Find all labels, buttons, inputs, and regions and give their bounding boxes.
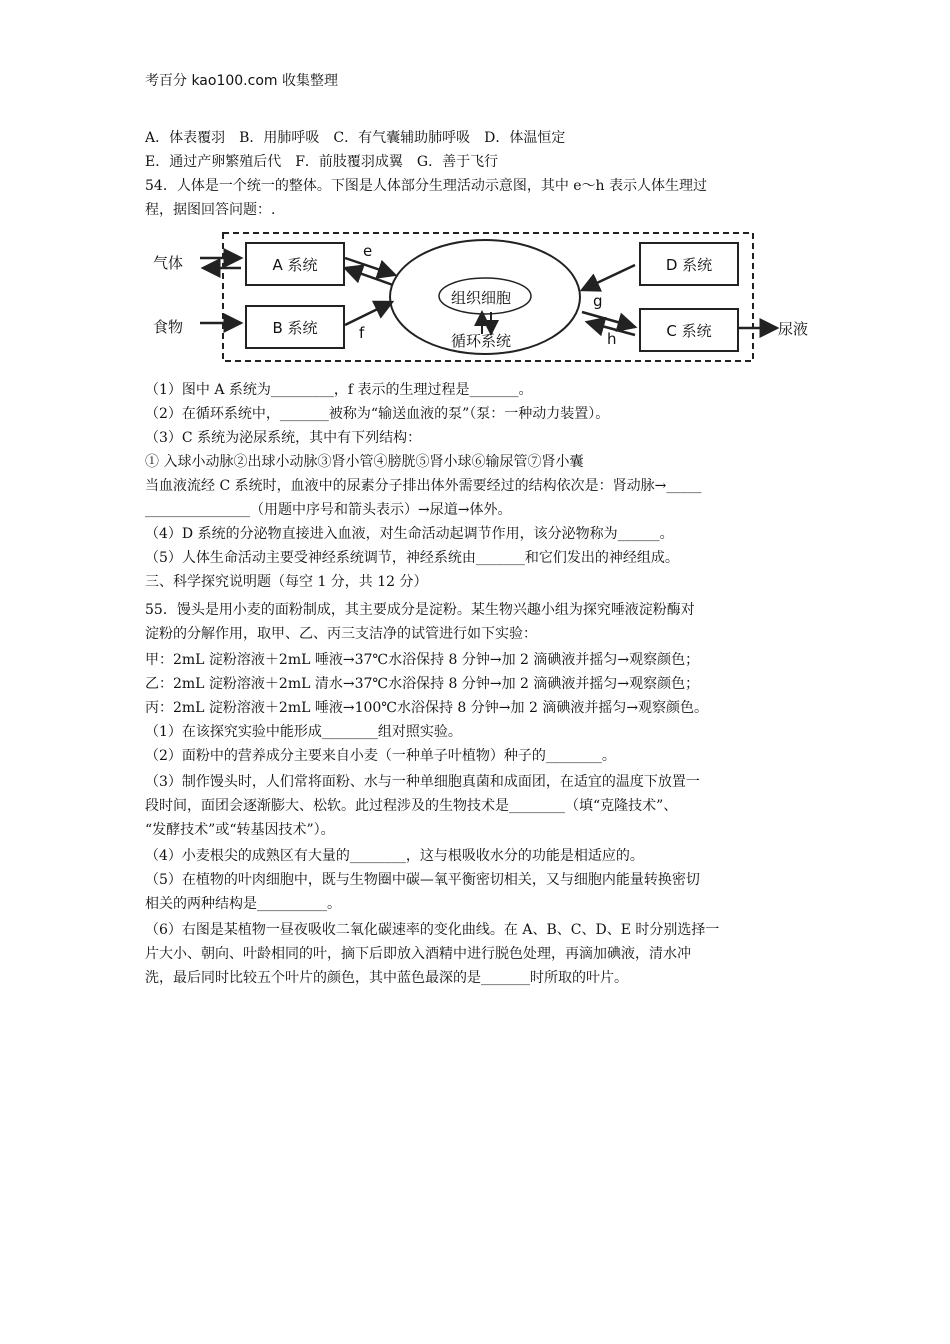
food-label: 食物 xyxy=(153,318,184,336)
text-line: （4）D 系统的分泌物直接进入血液，对生命活动起调节作用，该分泌物称为______。 xyxy=(145,526,674,542)
text-line: （5）人体生命活动主要受神经系统调节，神经系统由_______和它们发出的神经组成。 xyxy=(145,550,679,566)
text-line: （3）制作馒头时，人们常将面粉、水与一种单细胞真菌和成面团，在适宜的温度下放置一 xyxy=(145,774,700,790)
section-heading: 三、科学探究说明题（每空 1 分，共 12 分） xyxy=(145,574,428,590)
tissue-label: 组织细胞 xyxy=(451,289,512,307)
text-line: 洗，最后同时比较五个叶片的颜色，其中蓝色最深的是_______时所取的叶片。 xyxy=(145,970,628,986)
text-line: 乙：2mL 淀粉溶液＋2mL 清水→37℃水浴保持 8 分钟→加 2 滴碘液并摇匀→观察颜色； xyxy=(145,676,700,692)
text-line: A．体表覆羽 B．用肺呼吸 C．有气囊辅助肺呼吸 D．体温恒定 xyxy=(145,130,566,146)
text-line: （3）C 系统为泌尿系统，其中有下列结构： xyxy=(145,430,422,446)
text-line: ① 入球小动脉②出球小动脉③肾小管④膀胱⑤肾小球⑥输尿管⑦肾小囊 xyxy=(145,454,584,470)
text-line: 丙：2mL 淀粉溶液＋2mL 唾液→100℃水浴保持 8 分钟→加 2 滴碘液并摇匀→观察颜色。 xyxy=(145,700,709,716)
urine-label: 尿液 xyxy=(778,320,809,338)
gas-label: 气体 xyxy=(153,254,184,272)
text-line: 55．馒头是用小麦的面粉制成，其主要成分是淀粉。某生物兴趣小组为探究唾液淀粉酶对 xyxy=(145,602,695,618)
text-line: 程，据图回答问题：. xyxy=(145,202,276,218)
c-system-box: C 系统 xyxy=(639,308,739,352)
text-line: 淀粉的分解作用，取甲、乙、丙三支洁净的试管进行如下实验： xyxy=(145,626,537,642)
circulation-label: 循环系统 xyxy=(451,332,512,350)
e-arrow-out xyxy=(345,258,395,275)
text-line: E．通过产卵繁殖后代 F．前肢覆羽成翼 G．善于飞行 xyxy=(145,154,499,170)
text-line: （2）面粉中的营养成分主要来自小麦（一种单子叶植物）种子的________。 xyxy=(145,748,616,764)
b-system-box: B 系统 xyxy=(245,305,345,349)
text-line: _______________（用题中序号和箭头表示）→尿道→体外。 xyxy=(145,502,512,518)
text-line: 片大小、朝向、叶龄相同的叶，摘下后即放入酒精中进行脱色处理，再滴加碘液，清水冲 xyxy=(145,946,691,962)
d-arrow xyxy=(582,265,635,290)
d-system-box: D 系统 xyxy=(639,242,739,286)
page-header: 考百分 kao100.com 收集整理 xyxy=(145,73,338,89)
text-line: （1）图中 A 系统为_________，f 表示的生理过程是_______。 xyxy=(145,382,533,398)
g-label: g xyxy=(593,292,603,310)
text-line: 54．人体是一个统一的整体。下图是人体部分生理活动示意图，其中 e～h 表示人体生理过 xyxy=(145,178,708,194)
text-line: “发酵技术”或“转基因技术”）。 xyxy=(145,822,335,838)
a-system-box: A 系统 xyxy=(245,242,345,286)
text-line: 当血液流经 C 系统时，血液中的尿素分子排出体外需要经过的结构依次是：肾动脉→_____ xyxy=(145,478,702,494)
physiology-diagram xyxy=(145,230,815,370)
g-arrow xyxy=(582,312,635,327)
text-line: （1）在该探究实验中能形成________组对照实验。 xyxy=(145,724,462,740)
text-line: （5）在植物的叶肉细胞中，既与生物圈中碳—氧平衡密切相关，又与细胞内能量转换密切 xyxy=(145,872,700,888)
text-line: （6）右图是某植物一昼夜吸收二氧化碳速率的变化曲线。在 A、B、C、D、E 时分别选择一 xyxy=(145,922,720,938)
text-line: （2）在循环系统中，_______被称为“输送血液的泵”（泵：一种动力装置）。 xyxy=(145,406,610,422)
text-line: 甲：2mL 淀粉溶液＋2mL 唾液→37℃水浴保持 8 分钟→加 2 滴碘液并摇匀→观察颜色； xyxy=(145,652,700,668)
text-line: 段时间，面团会逐渐膨大、松软。此过程涉及的生物技术是________（填“克隆技术”、 xyxy=(145,798,678,814)
e-arrow-in xyxy=(345,268,393,285)
f-arrow xyxy=(345,302,392,325)
h-label: h xyxy=(607,330,617,348)
text-line: （4）小麦根尖的成熟区有大量的________，这与根吸收水分的功能是相适应的。 xyxy=(145,848,644,864)
text-line: 相关的两种结构是__________。 xyxy=(145,896,341,912)
e-label: e xyxy=(363,242,373,260)
f-label: f xyxy=(359,324,365,342)
